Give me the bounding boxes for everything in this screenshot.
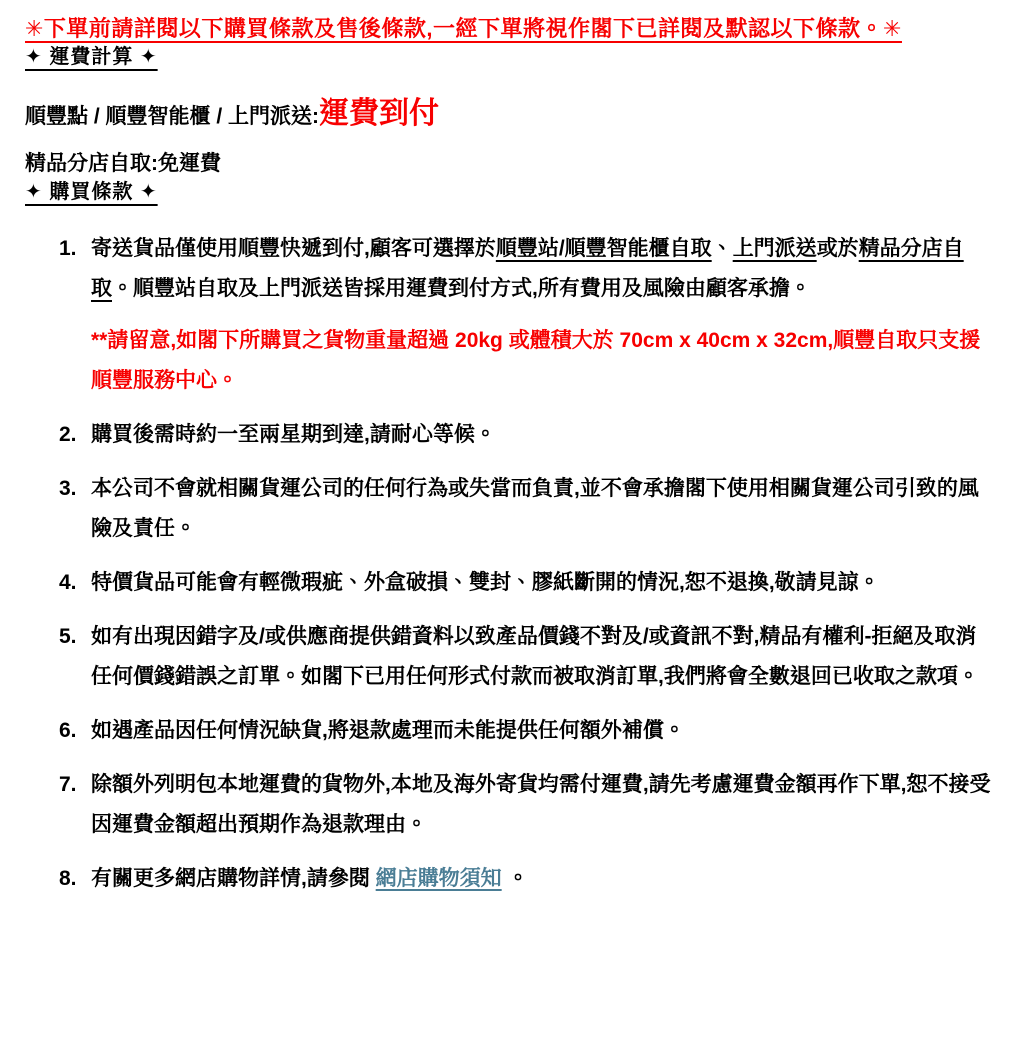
term-item (59, 563, 996, 603)
term-content (91, 415, 996, 455)
term-text: 有關更多網店購物詳情,請參閱 (91, 867, 376, 890)
shipping-methods-line (25, 96, 996, 135)
term-item (59, 469, 996, 549)
term-number: 5. (59, 625, 77, 648)
shipping-fee-heading-text: ✦ 運費計算 ✦ (25, 46, 158, 68)
term-paragraph (91, 415, 996, 455)
term-number: 1. (59, 237, 77, 260)
term-paragraph (91, 469, 996, 549)
term-item (59, 415, 996, 455)
term-text: 特價貨品可能會有輕微瑕疵、外盒破損、雙封、膠紙斷開的情況,恕不退換,敬請見諒。 (91, 571, 880, 594)
term-item (59, 711, 996, 751)
term-content (91, 563, 996, 603)
weight-size-warning (91, 321, 996, 401)
term-content (91, 711, 996, 751)
term-paragraph (91, 765, 996, 845)
term-item (59, 229, 996, 401)
term-text: 。 (501, 867, 529, 890)
term-text: 購買後需時約一至兩星期到達,請耐心等候。 (91, 423, 496, 446)
freight-collect-value: 運費到付 (319, 97, 439, 130)
shipping-methods-label: 順豐點 / 順豐智能櫃 / 上門派送: (25, 105, 319, 128)
term-number: 8. (59, 867, 77, 890)
term-item (59, 617, 996, 697)
term-text: 如有出現因錯字及/或供應商提供錯資料以致產品價錢不對及/或資訊不對,精品有權利-拒絕及取消任何價錢錯誤之訂單。如閣下已用任何形式付款而被取消訂單,我們將會全數退回已收取之款項。 (91, 625, 979, 688)
term-text: 或於 (816, 237, 859, 260)
term-item (59, 765, 996, 845)
term-paragraph (91, 229, 996, 309)
store-pickup-line: 精品分店自取:免運費 (25, 152, 221, 175)
term-number: 4. (59, 571, 77, 594)
terms-list (25, 229, 996, 899)
term-paragraph (91, 617, 996, 697)
purchase-terms-heading-text: ✦ 購買條款 ✦ (25, 181, 158, 203)
term-paragraph (91, 563, 996, 603)
store-shopping-guide-link[interactable]: 網店購物須知 (375, 867, 502, 890)
underlined-term: 順豐站/順豐智能櫃自取 (495, 237, 712, 260)
term-number: 3. (59, 477, 77, 500)
term-item (59, 859, 996, 899)
term-text: 、 (711, 237, 733, 260)
pre-order-notice (25, 14, 996, 44)
term-content (91, 859, 996, 899)
term-content (91, 229, 996, 401)
term-text: 除額外列明包本地運費的貨物外,本地及海外寄貨均需付運費,請先考慮運費金額再作下單,恕不接受因運費金額超出預期作為退款理由。 (91, 773, 991, 836)
term-number: 2. (59, 423, 77, 446)
term-text: **請留意,如閣下所購買之貨物重量超過 20kg 或體積大於 70cm x 40cm x 32cm,順豐自取只支援順豐服務中心。 (91, 329, 981, 392)
term-text: 本公司不會就相關貨運公司的任何行為或失當而負責,並不會承擔閣下使用相關貨運公司引致的風險及責任。 (91, 477, 979, 540)
pre-order-notice-text: ✳下單前請詳閱以下購買條款及售後條款,一經下單將視作閣下已詳閱及默認以下條款。✳ (25, 16, 902, 41)
term-paragraph (91, 711, 996, 751)
purchase-terms-heading (25, 179, 996, 205)
term-text: 。順豐站自取及上門派送皆採用運費到付方式,所有費用及風險由顧客承擔。 (112, 277, 811, 300)
term-content (91, 617, 996, 697)
term-content (91, 765, 996, 845)
underlined-term: 上門派送 (732, 237, 817, 260)
term-number: 7. (59, 773, 77, 796)
underlined-term: 精品分店自取 (91, 237, 964, 300)
term-paragraph (91, 859, 996, 899)
shipping-fee-heading (25, 44, 996, 70)
term-number: 6. (59, 719, 77, 742)
term-text: 如遇產品因任何情況缺貨,將退款處理而未能提供任何額外補償。 (91, 719, 685, 742)
term-content (91, 469, 996, 549)
term-text: 寄送貨品僅使用順豐快遞到付,顧客可選擇於 (91, 237, 496, 260)
